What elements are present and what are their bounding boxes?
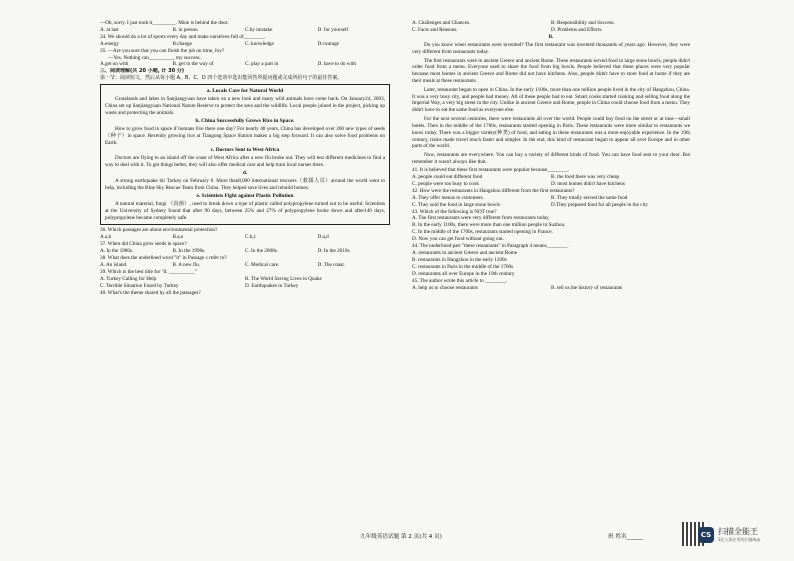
q36-stem: 36. Which passages are about environmental protection? xyxy=(100,227,218,234)
q35-options xyxy=(100,61,390,68)
option: D. restaurants all over Europe in the 19th century xyxy=(412,270,515,277)
paragraph: Now, restaurants are everywhere. You can buy a variety of different kinds of food. You can have food sent to your door. But remember it wasn't always like that. xyxy=(412,151,690,165)
option: B. the food there was very cheap xyxy=(551,174,620,181)
q39-options xyxy=(100,276,390,290)
q42-options xyxy=(412,195,690,209)
passage-a-box xyxy=(100,84,390,225)
q39-stem: 39. Which is the best title for "d. __________" xyxy=(100,268,197,275)
option: D. Earthquakes in Turkey xyxy=(245,282,299,289)
brand-tagline: 3亿人都在用的扫描App xyxy=(718,537,761,542)
scanner-watermark xyxy=(698,526,760,543)
option: A.get on with xyxy=(100,61,129,68)
passage-c-text: Doctors are flying to an island off the coast of West Africa after a new flu broke out. They will test different medicines to find a way to deal with it. To get things better, they will also offer medical care and help train local nurses there. xyxy=(105,155,385,169)
option: B. tell us the history of restaurants xyxy=(551,284,623,291)
q33-options xyxy=(100,27,390,34)
q34-options xyxy=(100,41,390,48)
option: C. They sold the food in large stone bowls xyxy=(412,201,500,208)
option: A. Turkey Calling for Help xyxy=(100,275,157,282)
page-number-label: 九年级英语试题 第 2 页(共 4 页) xyxy=(360,534,442,540)
option: B. get in the way of xyxy=(172,61,214,68)
option: D. have to do with xyxy=(317,61,356,68)
option: D. In the 2010s xyxy=(317,248,350,255)
option: D.a,d xyxy=(317,234,329,241)
q38-stem: 38. What does the underlined word "it" in Passage c refer to? xyxy=(100,255,227,262)
passage-b-text: How to grow food in space if humans live there one day? For nearly 40 years, China has developed over 260 new types of seeds（种子）in space. Recently growing rice at Tiangong Space Station makes a big step forward. It can also solve food problems on Earth. xyxy=(105,125,385,146)
passage-e-text: A natural material, fungi （真菌）, used to break down a type of plastic called polypropylene turned out to be useful. Scientists at the University of Sydney found that after 90 days, between 25% and 27% of polypropylene broke down and after140 days, polypropylene became completely safe. xyxy=(105,200,385,221)
class-name-field: 班 姓名______ xyxy=(608,534,644,540)
right-column xyxy=(412,20,690,291)
q40-options xyxy=(412,20,690,34)
option: A. at last xyxy=(100,26,119,33)
option: A. help us to choose restaurants xyxy=(412,284,478,291)
option: A.energy xyxy=(100,40,120,47)
option: A. They offer menus to customers. xyxy=(412,194,484,201)
section-instructions: 第一节：阅读短文，然后从每小题 A、B、C、D 四个选项中选出能回答所提问题或完成所给句子的最佳答案。 xyxy=(100,75,343,82)
option: C.b,c xyxy=(245,234,256,241)
q45-stem: 45. The author wrote this article to ________. xyxy=(412,277,508,284)
q35-stem: 35. —Are you sure that you can finish the job on time, Joy? xyxy=(100,47,225,54)
q37-stem: 37. When did China grow seeds in space? xyxy=(100,241,187,248)
option: A. people could eat different food xyxy=(412,174,483,181)
q34-stem: 34. We should do a lot of sports every day and make ourselves full of________. xyxy=(100,33,266,40)
option: C. Terrible Situation Faced by Turkey xyxy=(100,282,179,289)
option: B. In the early 1100s, there were more than one million people in Suzhou. xyxy=(412,222,566,229)
option: B. Responsibility and Success. xyxy=(551,20,615,26)
passage-c-title: c. Doctors Sent to West Africa xyxy=(210,147,280,154)
option: B.a,e xyxy=(172,234,184,241)
paragraph: For the next several centuries, there were restaurants all over the world. People could buy food on the street or at inns—small hotels. Then in the middle of the 1700s, restaurants started opening in Paris. These restaurants were more similar to restaurants we know today. There was a bigger variety(种类) of food, and eating in these restaurants was a more enjoyable experience. In the 19th century, trains made travel much faster and simpler. In the end, this kind of restaurant began to appear all over Europe and in other parts of the world. xyxy=(412,115,690,150)
q41-stem: 41. It is believed that these first restaurants were popular because________. xyxy=(412,167,570,174)
option: D. The coast. xyxy=(317,262,346,268)
option: B. in person xyxy=(172,26,198,33)
option: B. In the 1990s. xyxy=(172,248,206,255)
passage-e-title: e. Scientists Fight against Plastic Pollution xyxy=(196,192,294,199)
option: A. restaurants in ancient Greece and ancient Rome xyxy=(412,250,518,256)
option: B. restaurants in Hangzhou in the early 1100s xyxy=(412,256,507,263)
passage-a-title: a. Locals Care for Natural World xyxy=(206,88,284,95)
option: C. play a part in xyxy=(245,61,279,68)
q36-options xyxy=(100,234,390,241)
section-title: 三、阅读理解(共 20 小题, 计 30 分) xyxy=(100,68,185,75)
option: A.a,b xyxy=(100,234,112,241)
option: A. An island. xyxy=(100,262,128,268)
option: D. Now you can get food without going out. xyxy=(412,236,504,243)
option: A. In the 1980s. xyxy=(100,248,134,255)
option: C. restaurants in Paris in the middle of the 1700s xyxy=(412,263,514,270)
option: C. In the middle of the 1700s, restaurants started opening in France. xyxy=(412,229,553,236)
left-column xyxy=(100,20,390,297)
q45-options xyxy=(412,285,690,292)
option: B. They totally served the same food xyxy=(551,194,628,201)
option: C. In the 2000s. xyxy=(245,248,278,255)
option: D. for yourself xyxy=(317,26,349,33)
option: C. Medical care. xyxy=(245,262,280,268)
paragraph: The first restaurants were in ancient Greece and ancient Rome. These restaurants served food in large stone bowls, people didn't order food from a menu. Everyone used to share the food from big bowls. People believed that these places were very popular because most homes in ancient Greece and Rome did not have kitchens. Also, people didn't have to store food at home if they ate their meals at these restaurants. xyxy=(412,57,690,85)
passage-a-text: Grasslands and lakes in Sanjiangyuan have taken on a new look and many wild animals have come back. On January24, 2003, China set up Sanjiangyuan National Nature Reserve to protect the area and the wildlife. Local people joined in the project, picking up waste and protecting the animals. xyxy=(105,96,385,116)
q38-options xyxy=(100,262,390,269)
option: B. A new flu. xyxy=(172,262,201,268)
paragraph: Do you know when restaurants were invented? The first restaurant was invented thousands of years ago. However, they were very different from restaurants today. xyxy=(412,42,690,56)
passage-b-title: b. China Successfully Grows Rice in Space. xyxy=(195,117,295,124)
option: C.by mistake xyxy=(245,26,273,33)
camscanner-logo-icon: CS xyxy=(698,527,714,543)
q40-stem: 40. What's the theme shared by all the passages? xyxy=(100,289,201,296)
q33-stem: —Oh, sorry. I just took it_________. Mine is behind the door. xyxy=(100,20,229,26)
passage-d-title: d. xyxy=(242,170,248,177)
q43-stem: 43. Which of the following is NOT true? xyxy=(412,208,497,215)
option: A. Challenges and Chances. xyxy=(412,20,471,26)
option: D.courage xyxy=(317,40,339,47)
q35-stem-2: —Yes. Nothing can__________ my success. xyxy=(108,54,201,61)
option: C. knowledge xyxy=(245,40,274,47)
q44-stem: 44. The underlined part "these restaurants" in Paragraph 4 means________. xyxy=(412,243,569,250)
option: B.change xyxy=(172,40,192,47)
passage-d-text: A strong earthquake hit Turkey on February 6. More than8,000 international rescuers（救援人员）around the world went to help, including the Blue Sky Rescue Team from China. They helped save lives and rebuild homes. xyxy=(105,178,385,191)
brand-name: 扫描全能王 xyxy=(718,527,758,536)
option: B. The World Saving Lives in Quake xyxy=(245,275,322,282)
q42-stem: 42. How were the restaurants in Hangzhou different from the first restaurants? xyxy=(412,187,575,194)
paragraph: Later, restaurant began to open in China. In the early 1100s, more than one million people lived in the city of Hangzhou, China. It was a very busy city, and people had money. All of these people had to eat. Smart cooks started cooking and selling food along the Imperial Way, a very big street in the city. Unlike in ancient Greece and Rome, people in China could choose food from a menu. They didn't have to eat the same food as everyone else. xyxy=(412,86,690,114)
passage-label: B. xyxy=(548,33,554,40)
option: C. Facts and Reasons. xyxy=(412,26,458,33)
option: D. most homes didn't have kitchens xyxy=(551,180,625,187)
q41-options xyxy=(412,174,690,188)
option: C. people were too busy to cook xyxy=(412,180,479,187)
option: D.They prepared food for all people in the city xyxy=(551,201,648,208)
q37-options xyxy=(100,248,390,255)
option: A. The first restaurants were very different from restaurants today. xyxy=(412,215,550,222)
option: D. Problems and Efforts. xyxy=(551,26,603,33)
